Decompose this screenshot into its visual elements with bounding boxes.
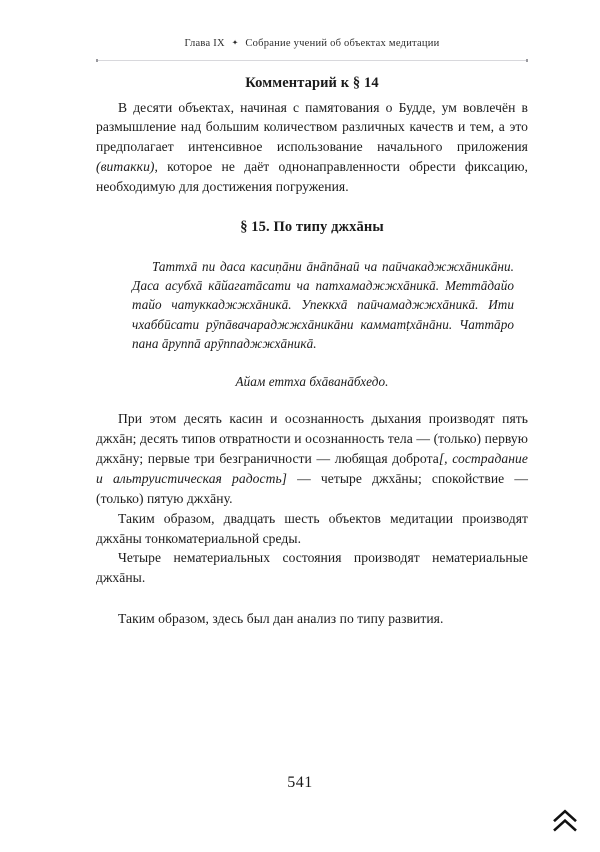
paragraph-conclusion: Таким образом, здесь был дан анализ по типу развития. (118, 611, 444, 627)
chapter-title: Собрание учений об объектах медитации (245, 38, 440, 49)
heading-commentary: Комментарий к § 14 (245, 75, 379, 91)
page-number: 541 (287, 774, 313, 791)
text-column (96, 74, 528, 629)
diamond-bullet-icon: ✦ (231, 37, 239, 47)
editorial-insertion: [, сострадание и альтруистическая радость] (96, 450, 528, 486)
paragraph-text-tail: , которое не даёт однонаправленности обрести фиксацию, необходимую для достижения погружения. (96, 159, 528, 195)
paragraph-twenty-six-objects: Таким образом, двадцать шесть объектов медитации производят джхāны тонкоматериальной среды. (96, 510, 528, 546)
double-chevron-up-icon (550, 808, 580, 834)
paragraph-text-lead: В десяти объектах, начиная с памятования о Будде, ум вовлечён в размышление над большим количеством различных качеств и тем, а это предполагает интенсивное использование начального приложения (96, 99, 528, 155)
chapter-label: Глава IX (184, 38, 225, 49)
header-rule (96, 60, 528, 61)
term-vitakka: (витакки) (96, 159, 155, 175)
running-header (96, 38, 528, 49)
paragraph-text-lead: При этом десять касин и осознанность дыхания производят пять джхāн; десять типов отвратности и осознанность тела — (только) первую джхāну; первые три безграничности — любящая доброта (96, 411, 528, 466)
pali-closing-line: Айам еттха бхāванāбхедо. (235, 373, 389, 389)
paragraph-jhana-analysis (96, 409, 528, 509)
paragraph-text-tail: — четыре джхāны; спокойствие — (только) пятую джхāну. (96, 470, 528, 506)
paragraph-immaterial-states: Четыре нематериальных состояния производят нематериальные джхāны. (96, 550, 528, 586)
pali-passage: Таттхā пи даса касиṇāни āнāпāнаӣ ча паӣчакаджжхāникāни. Даса асубхā кāйагатāсати ча патхамаджжхāникā. Меттāдайо тайо чатуккаджжхāникā. Упеккхā паӣчамаджжхāникā. Ити чхаббӣсати рӯпāвачараджжхāникāни камматṭхāнāни. Чаттāро пана āруппā арӯппаджжхāникā. (132, 258, 514, 352)
scroll-to-top-button[interactable] (550, 808, 580, 834)
heading-section-15: § 15. По типу джхāны (240, 219, 384, 236)
paragraph-commentary (96, 98, 528, 198)
